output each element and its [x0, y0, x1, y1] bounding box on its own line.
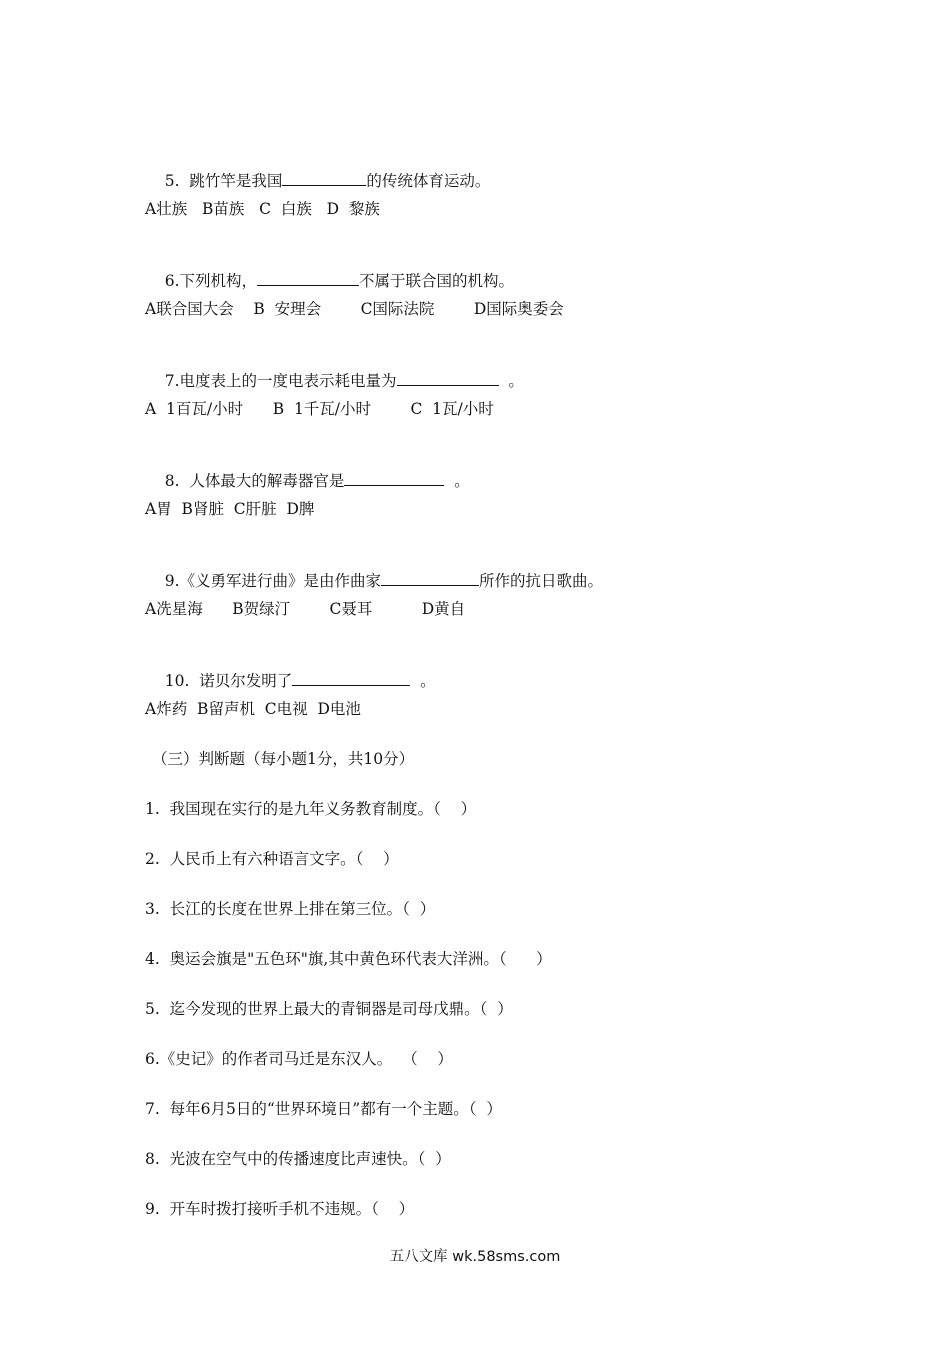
- question-text-end: 的传统体育运动。: [366, 172, 491, 190]
- answer-blank: [292, 670, 410, 686]
- question-text-end: 。: [410, 672, 436, 690]
- question-5-options: A壮族 B苗族 C 白族 D 黎族: [145, 200, 380, 218]
- judgment-item-4: 4. 奥运会旗是"五色环"旗,其中黄色环代表大洋洲。（ ）: [145, 950, 552, 968]
- question-text-end: 。: [444, 472, 470, 490]
- question-text: 7.电度表上的一度电表示耗电量为: [164, 372, 397, 390]
- answer-blank: [282, 170, 366, 186]
- question-10-options: A炸药 B留声机 C电视 D电池: [145, 700, 361, 718]
- question-9-options: A冼星海 B贺绿汀 C聂耳 D黄自: [145, 600, 466, 618]
- question-text: 8. 人体最大的解毒器官是: [164, 472, 345, 490]
- question-8-options: A胃 B肾脏 C肝脏 D脾: [145, 500, 315, 518]
- answer-blank: [397, 370, 499, 386]
- judgment-item-1: 1. 我国现在实行的是九年义务教育制度。（ ）: [145, 800, 477, 818]
- answer-blank: [344, 470, 444, 486]
- question-6-options: A联合国大会 B 安理会 C国际法院 D国际奥委会: [145, 300, 564, 318]
- answer-blank: [381, 570, 479, 586]
- judgment-item-2: 2. 人民币上有六种语言文字。（ ）: [145, 850, 399, 868]
- judgment-item-5: 5. 迄今发现的世界上最大的青铜器是司母戊鼎。（ ）: [145, 1000, 513, 1018]
- question-text-end: 。: [498, 372, 524, 390]
- question-text-end: 所作的抗日歌曲。: [479, 572, 604, 590]
- answer-blank: [257, 270, 359, 286]
- judgment-item-3: 3. 长江的长度在世界上排在第三位。（ ）: [145, 900, 436, 918]
- judgment-item-6: 6.《史记》的作者司马迁是东汉人。 （ ）: [145, 1050, 453, 1068]
- question-text: 6.下列机构，: [164, 272, 258, 290]
- question-text: 10. 诺贝尔发明了: [164, 672, 293, 690]
- section-title: （三）判断题（每小题1分，共10分）: [152, 750, 415, 768]
- question-7-options: A 1百瓦/小时 B 1千瓦/小时 C 1瓦/小时: [145, 400, 494, 418]
- judgment-item-7: 7. 每年6月5日的“世界环境日”都有一个主题。（ ）: [145, 1100, 502, 1118]
- question-text: 5. 跳竹竿是我国: [164, 172, 283, 190]
- judgment-item-8: 8. 光波在空气中的传播速度比声速快。（ ）: [145, 1150, 451, 1168]
- question-text: 9.《义勇军进行曲》是由作曲家: [164, 572, 382, 590]
- page-footer: 五八文库 wk.58sms.com: [389, 1249, 561, 1265]
- judgment-item-9: 9. 开车时拨打接听手机不违规。（ ）: [145, 1200, 415, 1218]
- question-text-end: 不属于联合国的机构。: [359, 272, 515, 290]
